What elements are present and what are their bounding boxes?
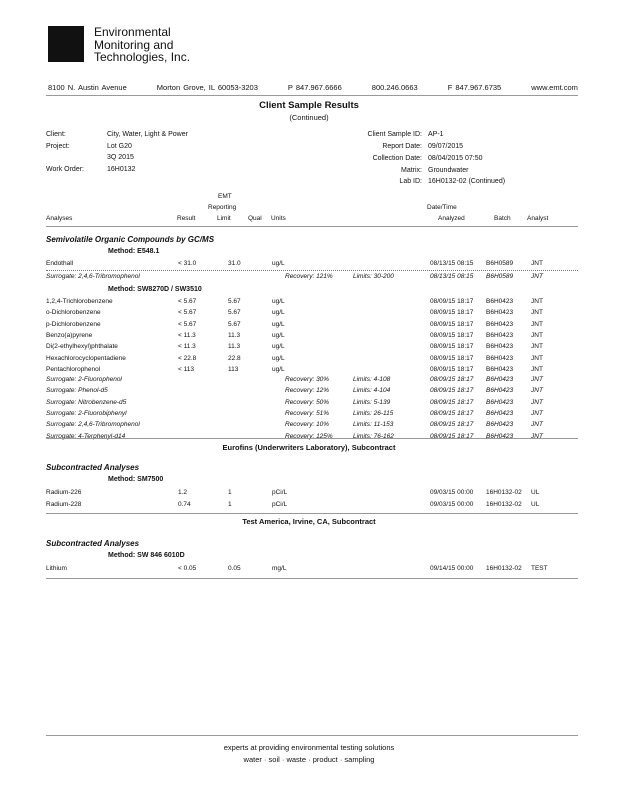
- result-batch: 16H0132-02: [486, 489, 522, 496]
- surrogate-batch: B6H0423: [486, 398, 514, 406]
- result-date: 08/09/15 18:17: [430, 365, 474, 373]
- result-analyst: JNT: [531, 343, 543, 351]
- collection-date-label: Collection Date:: [372, 155, 422, 162]
- result-analyst: UL: [531, 489, 540, 496]
- header-divider: [46, 95, 578, 96]
- surrogate-batch: B6H0423: [486, 387, 514, 395]
- report-date-value: 09/07/2015: [428, 143, 464, 150]
- surrogate-lim: Limits: 11-153: [353, 421, 394, 429]
- result-result: < 22.8: [178, 354, 197, 362]
- client-label: Client:: [46, 131, 66, 138]
- surrogate-rec: Recovery: 10%: [285, 421, 330, 429]
- result-date: 08/09/15 18:17: [430, 331, 474, 339]
- surrogate-endothall-analyst: JNT: [531, 273, 543, 280]
- col-analyst: Analyst: [527, 215, 549, 222]
- surrogate-analyst: JNT: [531, 432, 543, 440]
- surrogate-name: Surrogate: 4-Terphenyl-d14: [46, 432, 126, 440]
- result-name: Pentachlorophenol: [46, 365, 101, 373]
- lab-testamerica-title: Test America, Irvine, CA, Subcontract: [242, 517, 376, 526]
- result-result: < 11.3: [178, 343, 196, 351]
- result-units: ug/L: [272, 365, 285, 373]
- footer-services: water · soil · waste · product · sampling: [243, 755, 375, 764]
- company-name: [94, 26, 190, 64]
- result-batch: B6H0423: [486, 309, 514, 317]
- surrogate-analyst: JNT: [531, 376, 543, 383]
- company-address: [48, 83, 578, 92]
- result-units: ug/L: [272, 320, 285, 328]
- footer-divider: [46, 735, 578, 736]
- surrogate-batch: B6H0423: [486, 421, 514, 429]
- surrogate-rec: Recovery: 125%: [285, 432, 333, 440]
- surrogate-lim: Limits: 5-139: [353, 398, 391, 406]
- company-logo: [48, 26, 84, 62]
- col-reporting: Reporting: [208, 204, 237, 211]
- col-units: Units: [271, 215, 286, 222]
- col-result: Result: [177, 215, 196, 222]
- row-endothall-batch: B6H0589: [486, 260, 514, 267]
- surrogate-date: 08/09/15 18:17: [430, 398, 474, 406]
- result-name: Di(2-ethylhexyl)phthalate: [46, 343, 118, 351]
- surrogate-analyst: JNT: [531, 387, 543, 395]
- result-date: 09/03/15 00:00: [430, 500, 474, 508]
- surrogate-batch: B6H0423: [486, 432, 514, 440]
- surrogate-endothall-date: 08/13/15 08:15: [430, 273, 474, 280]
- result-analyst: JNT: [531, 331, 543, 339]
- result-batch: B6H0423: [486, 331, 514, 339]
- result-units: ug/L: [272, 343, 285, 351]
- project-value-2: 3Q 2015: [107, 154, 134, 161]
- company-name-line: Environmental: [94, 25, 171, 39]
- result-name: Lithium: [46, 565, 67, 572]
- section-divider: [46, 438, 578, 439]
- result-date: 08/09/15 18:17: [430, 320, 474, 328]
- surrogate-name: Surrogate: Phenol-d5: [46, 387, 108, 395]
- surrogate-name: Surrogate: 2,4,6-Tribromophenol: [46, 421, 140, 429]
- address-city: Morton Grove, IL 60053-3203: [156, 83, 258, 92]
- address-phone: P 847.967.6666: [287, 83, 342, 92]
- lab-id-label: Lab ID:: [399, 178, 422, 185]
- result-name: 1,2,4-Trichlorobenzene: [46, 298, 113, 305]
- client-value: City, Water, Light & Power: [107, 131, 188, 138]
- surrogate-date: 08/09/15 18:17: [430, 387, 474, 395]
- result-batch: B6H0423: [486, 320, 514, 328]
- surrogate-endothall-batch: B6H0589: [486, 273, 514, 280]
- surrogate-lim: Limits: 76-162: [353, 432, 394, 440]
- result-result: < 5.67: [178, 309, 197, 317]
- result-batch: 16H0132-02: [486, 500, 522, 508]
- lab-eurofins-title: Eurofins (Underwriters Laboratory), Subcontract: [222, 443, 396, 452]
- surrogate-date: 08/09/15 18:17: [430, 432, 474, 440]
- project-label: Project:: [46, 143, 70, 150]
- result-analyst: JNT: [531, 298, 543, 305]
- result-name: Radium-228: [46, 500, 82, 508]
- result-limit: 0.05: [228, 565, 241, 572]
- col-emt: EMT: [218, 193, 232, 200]
- result-limit: 113: [228, 365, 239, 373]
- result-name: Radium-226: [46, 489, 82, 496]
- col-analyses: Analyses: [46, 215, 73, 222]
- sample-id-value: AP-1: [428, 131, 444, 138]
- sample-id-label: Client Sample ID:: [367, 131, 422, 138]
- report-date-label: Report Date:: [382, 143, 422, 150]
- surrogate-name: Surrogate: Nitrobenzene-d5: [46, 398, 127, 406]
- work-order-label: Work Order:: [46, 166, 84, 173]
- result-limit: 1: [228, 500, 232, 508]
- result-limit: 11.3: [228, 343, 241, 351]
- section-divider: [46, 513, 578, 514]
- surrogate-rec: Recovery: 30%: [285, 376, 330, 383]
- col-limit: Limit: [217, 215, 231, 222]
- result-units: mg/L: [272, 565, 287, 572]
- method-sw8270: Method: SW8270D / SW3510: [108, 286, 202, 293]
- result-limit: 5.67: [228, 309, 241, 317]
- result-units: pCi/L: [272, 500, 288, 508]
- result-units: ug/L: [272, 309, 285, 317]
- column-divider: [46, 226, 578, 227]
- result-units: pCi/L: [272, 489, 288, 496]
- col-qual: Qual: [248, 215, 262, 222]
- footer-tagline: experts at providing environmental testing solutions: [223, 743, 395, 752]
- result-date: 08/09/15 18:17: [430, 309, 474, 317]
- result-batch: B6H0423: [486, 354, 514, 362]
- result-units: ug/L: [272, 354, 285, 362]
- surrogate-analyst: JNT: [531, 398, 543, 406]
- result-limit: 22.8: [228, 354, 241, 362]
- row-endothall-result: < 31.0: [178, 260, 197, 267]
- surrogate-batch: B6H0423: [486, 376, 514, 383]
- surrogate-endothall-limits: Limits: 30-200: [353, 273, 394, 280]
- surrogate-analyst: JNT: [531, 421, 543, 429]
- section-subcontracted-1: Subcontracted Analyses: [46, 463, 140, 472]
- work-order-value: 16H0132: [107, 166, 136, 173]
- result-units: ug/L: [272, 298, 285, 305]
- row-endothall-units: ug/L: [272, 260, 285, 267]
- report-title: Client Sample Results: [259, 100, 359, 111]
- collection-date-value: 08/04/2015 07:50: [428, 155, 483, 162]
- result-result: < 113: [178, 365, 194, 373]
- result-name: Hexachlorocyclopentadiene: [46, 354, 126, 362]
- matrix-label: Matrix:: [401, 167, 422, 174]
- surrogate-rec: Recovery: 12%: [285, 387, 330, 395]
- result-date: 09/03/15 00:00: [430, 489, 474, 496]
- section-subcontracted-2: Subcontracted Analyses: [46, 539, 140, 548]
- matrix-value: Groundwater: [428, 167, 469, 174]
- surrogate-lim: Limits: 26-115: [353, 409, 394, 417]
- result-analyst: UL: [531, 500, 540, 508]
- company-name-line: Monitoring and: [94, 37, 174, 52]
- address-fax: F 847.967.6735: [447, 83, 502, 92]
- method-e548: Method: E548.1: [108, 248, 160, 255]
- surrogate-lim: Limits: 4-108: [353, 376, 391, 383]
- company-name-line: Technologies, Inc.: [94, 50, 191, 64]
- result-batch: B6H0423: [486, 343, 514, 351]
- result-name: Benzo(a)pyrene: [46, 331, 93, 339]
- row-endothall-name: Endothall: [46, 260, 74, 267]
- col-batch: Batch: [494, 215, 511, 222]
- result-units: ug/L: [272, 331, 285, 339]
- section-semivolatile: Semivolatile Organic Compounds by GC/MS: [46, 235, 215, 244]
- result-analyst: JNT: [531, 320, 543, 328]
- result-limit: 5.67: [228, 320, 241, 328]
- result-date: 08/09/15 18:17: [430, 343, 474, 351]
- row-divider: [46, 270, 578, 271]
- result-limit: 5.67: [228, 298, 241, 305]
- result-analyst: JNT: [531, 365, 543, 373]
- surrogate-date: 08/09/15 18:17: [430, 409, 474, 417]
- result-batch: B6H0423: [486, 365, 514, 373]
- surrogate-rec: Recovery: 50%: [285, 398, 330, 406]
- row-endothall-analyst: JNT: [531, 260, 543, 267]
- lab-id-value: 16H0132-02 (Continued): [428, 178, 506, 185]
- surrogate-analyst: JNT: [531, 409, 543, 417]
- surrogate-batch: B6H0423: [486, 409, 514, 417]
- address-street: 8100 N. Austin Avenue: [48, 83, 127, 92]
- row-endothall-date: 08/13/15 08:15: [430, 260, 474, 267]
- result-batch: 16H0132-02: [486, 565, 522, 572]
- result-limit: 1: [228, 489, 232, 496]
- surrogate-lim: Limits: 4-104: [353, 387, 391, 395]
- result-analyst: TEST: [531, 565, 548, 572]
- result-date: 08/09/15 18:17: [430, 298, 474, 305]
- result-batch: B6H0423: [486, 298, 514, 305]
- method-sm7500: Method: SM7500: [108, 476, 164, 483]
- surrogate-name: Surrogate: 2-Fluorobiphenyl: [46, 409, 127, 417]
- result-name: o-Dichlorobenzene: [46, 309, 101, 317]
- surrogate-endothall-name: Surrogate: 2,4,6-Tribromophenol: [46, 273, 140, 280]
- address-web: www.emt.com: [531, 83, 578, 92]
- report-subtitle: (Continued): [289, 113, 329, 122]
- result-result: < 11.3: [178, 331, 196, 339]
- result-result: 0.74: [178, 500, 191, 508]
- result-result: < 5.67: [178, 320, 197, 328]
- row-endothall-limit: 31.0: [228, 260, 241, 267]
- result-date: 08/09/15 18:17: [430, 354, 474, 362]
- result-result: < 0.05: [178, 565, 197, 572]
- result-result: 1.2: [178, 489, 188, 496]
- result-result: < 5.67: [178, 298, 197, 305]
- surrogate-rec: Recovery: 51%: [285, 409, 330, 417]
- surrogate-endothall-recovery: Recovery: 121%: [285, 273, 333, 280]
- result-limit: 11.3: [228, 331, 241, 339]
- method-sw846: Method: SW 846 6010D: [108, 552, 185, 559]
- surrogate-name: Surrogate: 2-Fluorophenol: [46, 376, 122, 383]
- col-datetime: Date/Time: [427, 204, 457, 211]
- address-tollfree: 800.246.0663: [371, 83, 418, 92]
- surrogate-date: 08/09/15 18:17: [430, 421, 474, 429]
- result-analyst: JNT: [531, 354, 543, 362]
- col-analyzed: Analyzed: [438, 215, 465, 222]
- project-value: Lot G20: [107, 143, 132, 150]
- result-date: 09/14/15 00:00: [430, 565, 474, 572]
- surrogate-date: 08/09/15 18:17: [430, 376, 474, 383]
- result-analyst: JNT: [531, 309, 543, 317]
- section-divider: [46, 578, 578, 579]
- result-name: p-Dichlorobenzene: [46, 320, 101, 328]
